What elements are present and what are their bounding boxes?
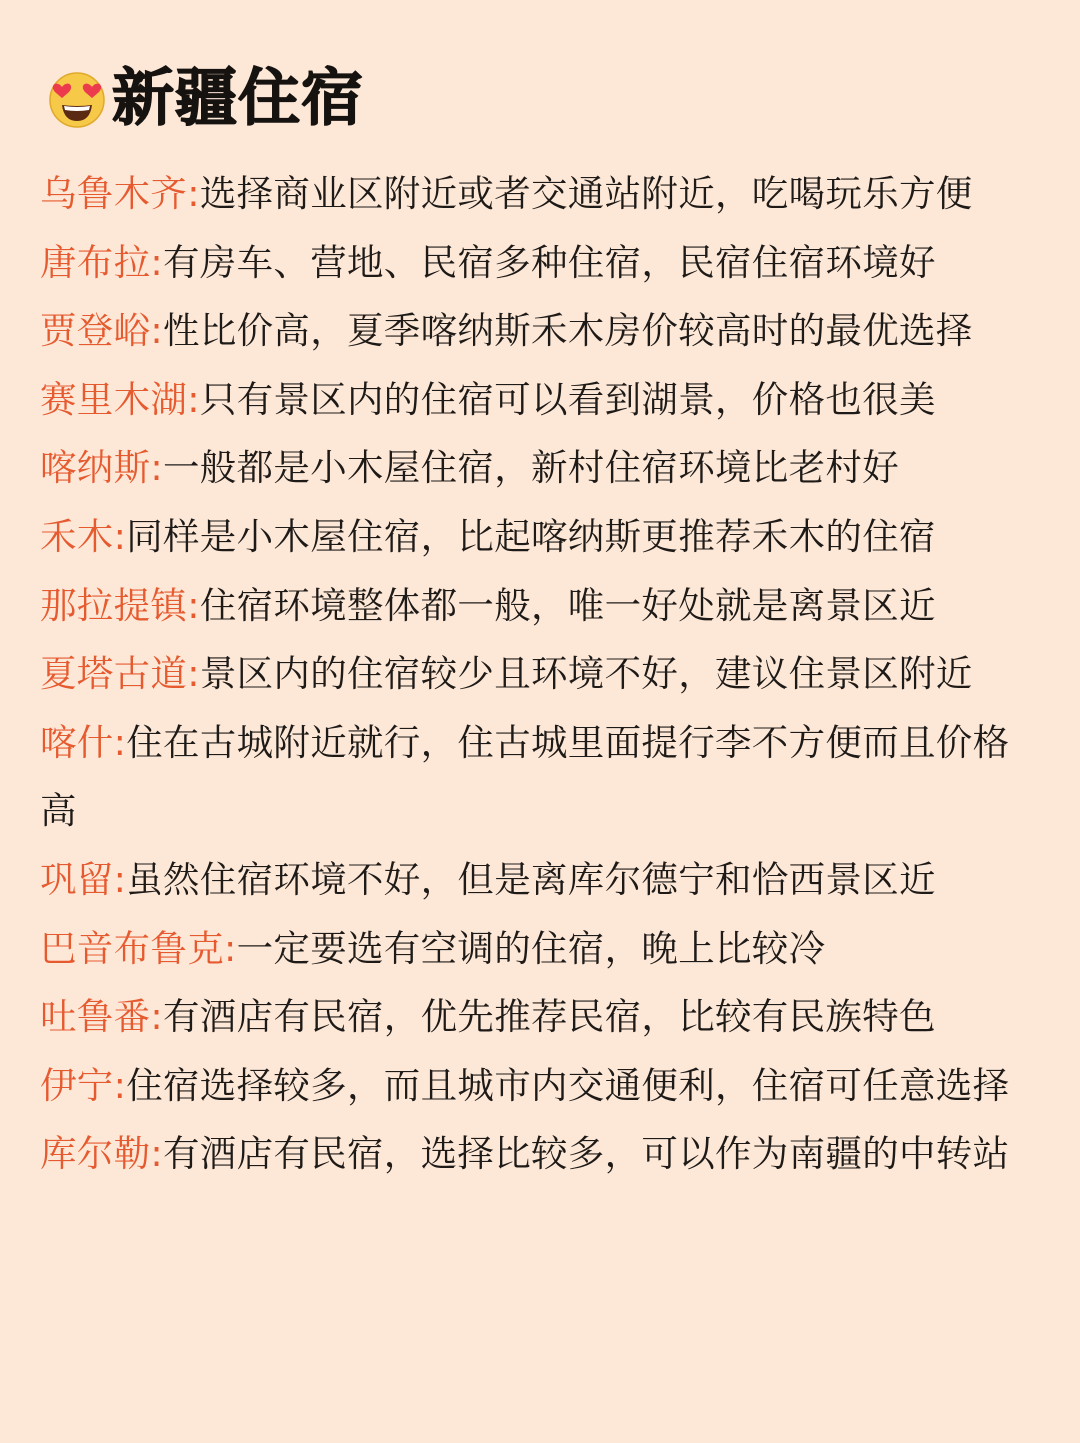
list-item <box>40 366 1040 435</box>
place-description: 选择商业区附近或者交通站附近，吃喝玩乐方便 <box>199 172 973 215</box>
list-item <box>40 160 1040 229</box>
heart-eyes-face-icon <box>46 67 108 129</box>
place-description: 有房车、营地、民宿多种住宿，民宿住宿环境好 <box>163 240 936 284</box>
list-item <box>40 640 1040 709</box>
place-name: 唐布拉: <box>40 240 163 284</box>
place-description: 有酒店有民宿，优先推荐民宿，比较有民族特色 <box>163 995 936 1039</box>
page-title: 新疆住宿 <box>112 61 365 134</box>
place-name: 贾登峪: <box>40 309 163 353</box>
place-description: 一定要选有空调的住宿，晚上比较冷 <box>236 926 826 970</box>
place-description: 一般都是小木屋住宿，新村住宿环境比老村好 <box>163 446 899 490</box>
list-item <box>40 503 1040 572</box>
place-name: 那拉提镇: <box>40 583 200 627</box>
place-name: 吐鲁番: <box>40 995 163 1039</box>
list-item <box>40 572 1040 641</box>
place-description: 只有景区内的住宿可以看到湖景，价格也很美 <box>199 377 936 421</box>
place-name: 巴音布鲁克: <box>40 926 237 970</box>
list-item <box>40 709 1040 846</box>
place-name: 喀什: <box>40 720 127 764</box>
place-name: 巩留: <box>40 857 127 901</box>
place-description: 虽然住宿环境不好，但是离库尔德宁和恰西景区近 <box>126 857 936 901</box>
place-description: 住宿选择较多，而且城市内交通便利，住宿可任意选择 <box>126 1063 1010 1107</box>
place-name: 夏塔古道: <box>40 652 200 696</box>
place-name: 禾木: <box>40 514 127 558</box>
list-item <box>40 983 1040 1052</box>
list-item <box>40 1120 1040 1189</box>
list-item <box>40 846 1040 915</box>
place-name: 喀纳斯: <box>40 446 163 490</box>
list-item <box>40 297 1040 366</box>
accommodation-list <box>40 160 1040 1189</box>
place-description: 住在古城附近就行，住古城里面提行李不方便而且价格高 <box>40 720 1010 833</box>
title-row <box>46 62 364 134</box>
place-name: 库尔勒: <box>40 1132 163 1176</box>
list-item <box>40 1052 1040 1121</box>
list-item <box>40 434 1040 503</box>
place-description: 性比价高，夏季喀纳斯禾木房价较高时的最优选择 <box>163 309 973 353</box>
place-description: 景区内的住宿较少且环境不好，建议住景区附近 <box>199 652 973 696</box>
place-description: 有酒店有民宿，选择比较多，可以作为南疆的中转站 <box>163 1132 1010 1176</box>
place-name: 伊宁: <box>40 1063 127 1107</box>
list-item <box>40 915 1040 984</box>
list-item <box>40 229 1040 298</box>
place-name: 赛里木湖: <box>40 377 200 421</box>
place-description: 同样是小木屋住宿，比起喀纳斯更推荐禾木的住宿 <box>126 514 936 558</box>
place-description: 住宿环境整体都一般，唯一好处就是离景区近 <box>199 583 936 627</box>
place-name: 乌鲁木齐: <box>40 172 200 215</box>
